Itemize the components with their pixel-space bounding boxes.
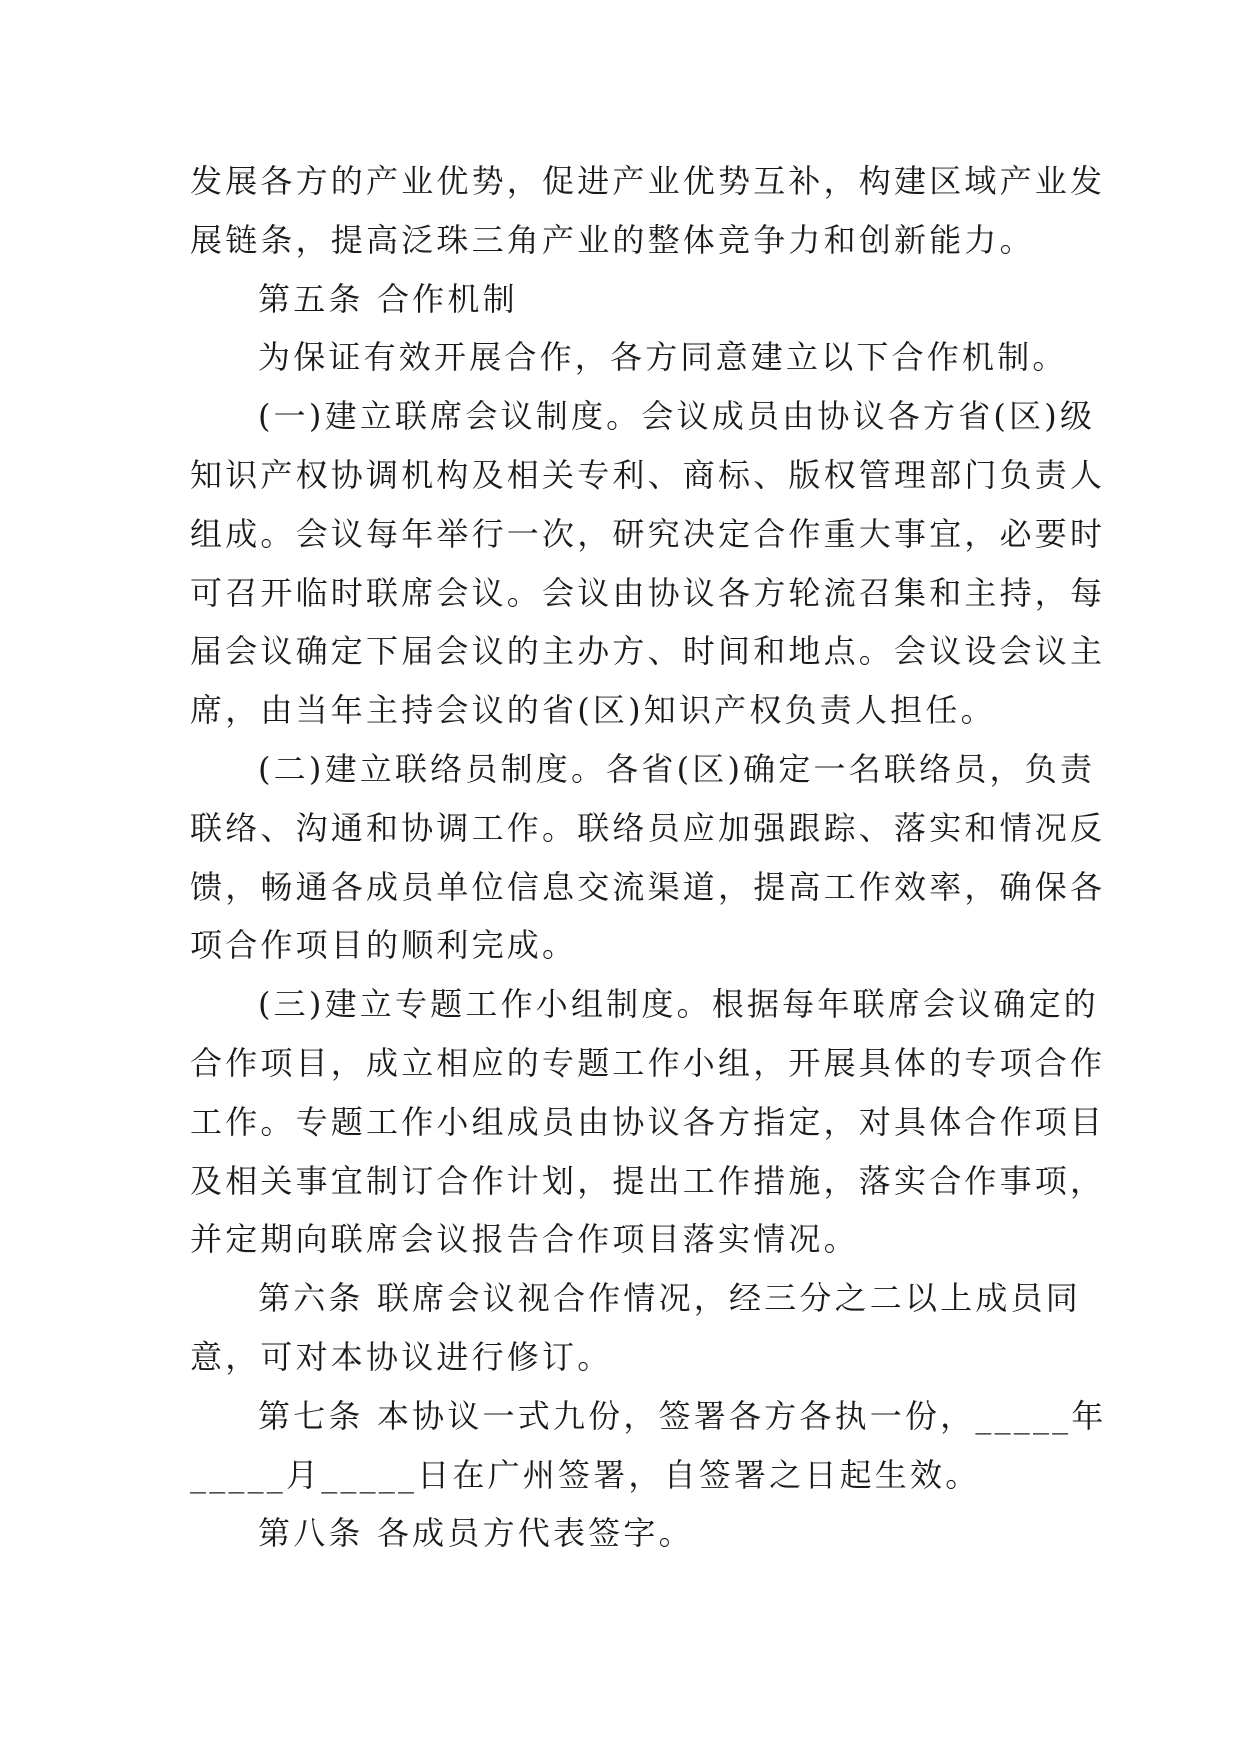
text-line: _____月_____日在广州签署，自签署之日起生效。 [190,1455,981,1494]
text-line: 届会议确定下届会议的主办方、时间和地点。会议设会议主 [190,632,1106,671]
document-body [190,152,1107,1563]
text-line: 第七条 本协议一式九份，签署各方各执一份，_____年 [258,1396,1107,1435]
text-line: 及相关事宜制订合作计划，提出工作措施，落实合作事项， [190,1161,1106,1200]
text-line: 知识产权协调机构及相关专利、商标、版权管理部门负责人 [190,455,1106,494]
text-line: 项合作项目的顺利完成。 [190,926,578,965]
text-line: 合作项目，成立相应的专题工作小组，开展具体的专项合作 [190,1043,1106,1082]
text-line: (一)建立联席会议制度。会议成员由协议各方省(区)级 [258,397,1096,436]
text-line: 第六条 联席会议视合作情况，经三分之二以上成员同 [258,1279,1081,1318]
text-line: 展链条，提高泛珠三角产业的整体竞争力和创新能力。 [190,220,1035,259]
text-line: (二)建立联络员制度。各省(区)确定一名联络员，负责 [258,749,1096,788]
text-line: 并定期向联席会议报告合作项目落实情况。 [190,1220,859,1259]
text-line: 联络、沟通和协调工作。联络员应加强跟踪、落实和情况反 [190,808,1106,847]
text-line: 工作。专题工作小组成员由协议各方指定，对具体合作项目 [190,1102,1106,1141]
text-line: 馈，畅通各成员单位信息交流渠道，提高工作效率，确保各 [190,867,1106,906]
text-line: 为保证有效开展合作，各方同意建立以下合作机制。 [258,338,1068,377]
text-line: 发展各方的产业优势，促进产业优势互补，构建区域产业发 [190,162,1106,200]
text-line: (三)建立专题工作小组制度。根据每年联席会议确定的 [258,985,1099,1024]
text-line: 席，由当年主持会议的省(区)知识产权负责人担任。 [190,691,996,730]
text-line: 意，可对本协议进行修订。 [190,1337,613,1376]
article-heading: 第五条 合作机制 [258,279,518,318]
text-line: 可召开临时联席会议。会议由协议各方轮流召集和主持，每 [190,573,1106,612]
text-line: 第八条 各成员方代表签字。 [258,1514,694,1553]
text-line: 组成。会议每年举行一次，研究决定合作重大事宜，必要时 [190,514,1106,553]
